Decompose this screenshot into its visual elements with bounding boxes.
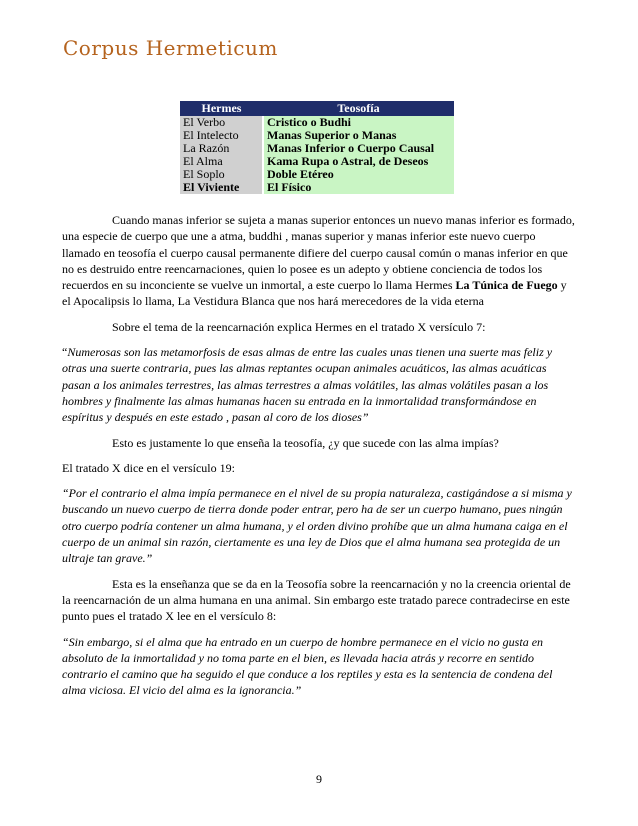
table-cell-teosofia: Cristico o Budhi <box>263 116 454 129</box>
table-cell-teosofia: Manas Superior o Manas <box>263 129 454 142</box>
table-cell-hermes: El Intelecto <box>180 129 263 142</box>
table-header-row <box>180 101 454 116</box>
paragraph-almas-impias: Esto es justamente lo que enseña la teosofía, ¿y que sucede con las alma impías? <box>112 435 499 450</box>
body-text <box>62 212 576 708</box>
page-number: 9 <box>316 772 322 786</box>
running-header: Corpus Hermeticum <box>63 36 278 60</box>
paragraph-text: Cuando manas inferior se sujeta a manas superior entonces un nuevo manas inferior es formado, una especie de cuerpo que une a atma, buddhi , manas superior y manas inferior este nuevo cuerpo llamado en teosofía el cuerpo causal permanente difiere del cuerpo causal común o manas inferior en que no es destruido entre reencarnaciones, quien lo posee es un adepto y obtiene conciencia de todos los recuerdos en su inconciente se vuelve un inmortal, a este cuerpo lo llama Hermes <box>62 213 575 293</box>
table-row <box>180 181 454 194</box>
quote-versiculo-7 <box>62 344 576 425</box>
table-cell-teosofia: Manas Inferior o Cuerpo Causal <box>263 142 454 155</box>
paragraph-ensenanza-teosofia: Esta es la enseñanza que se da en la Teosofía sobre la reencarnación y no la creencia oriental de la reencarnación de un alma humana en una animal. Sin embargo este tratado parece contradecirse en este punto pues el tratado X lee en el versículo 8: <box>62 576 571 624</box>
table-cell-hermes: La Razón <box>180 142 263 155</box>
table-cell-teosofia: El Físico <box>263 181 454 194</box>
quote-versiculo-8: “Sin embargo, si el alma que ha entrado en un cuerpo de hombre permanece en el vicio no gusta en absoluto de la inmortalidad y no toma parte en el bien, es llevada hacia atrás y recorre en sentido contrario el camino que ha seguido el que conduce a los reptiles y esta es la sentencia de condena del alma viciosa. El vicio del alma es la ignorancia.” <box>62 634 553 698</box>
correspondence-table <box>180 101 454 194</box>
quote-open-mark: “ <box>62 345 68 360</box>
paragraph-text: y el Apocalipsis lo llama, La Vestidura Blanca que nos hará merecedores de la vida eterna <box>62 278 567 309</box>
table-cell-hermes: El Viviente <box>180 181 263 194</box>
quote-text: Numerosas son las metamorfosis de esas almas de entre las cuales unas tienen una suerte mas feliz y otras una suerte contraria, pues las almas reptantes ocupan animales acuáticos, las almas acuáticas pasan a los animales terrestres, las almas terrestres a almas volátiles, las almas volátiles pasan a los hombres y finalmente las almas humanas hacen su entrada en la inmortalidad transformándose en espíritus y después en este estado , pasan al coro de los dioses” <box>62 345 553 425</box>
table-cell-teosofia: Doble Etéreo <box>263 168 454 181</box>
paragraph-reencarnacion-intro: Sobre el tema de la reencarnación explica Hermes en el tratado X versículo 7: <box>112 319 486 334</box>
paragraph-versiculo-19-intro: El tratado X dice en el versículo 19: <box>62 460 235 475</box>
column-header-hermes: Hermes <box>180 101 263 116</box>
paragraph-tunica-de-fuego <box>62 212 576 310</box>
quote-versiculo-19: “Por el contrario el alma impía permanece en el nivel de su propia naturaleza, castigándose a si misma y buscando un nuevo cuerpo de tierra donde poder entrar, pero ha de ser un cuerpo humano, pues ningún otro cuerpo podría contener un alma humana, y el orden divino prohíbe que un alma humana caiga en el cuerpo de un animal sin razón, ciertamente es una ley de Dios que el alma humana sea protegida de un ultraje tan grave.” <box>62 486 572 566</box>
table-cell-hermes: El Verbo <box>180 116 263 129</box>
table-cell-teosofia: Kama Rupa o Astral, de Deseos <box>263 155 454 168</box>
column-header-teosofia: Teosofía <box>263 101 454 116</box>
bold-term: La Túnica de Fuego <box>455 278 558 293</box>
table-cell-hermes: El Alma <box>180 155 263 168</box>
table-cell-hermes: El Soplo <box>180 168 263 181</box>
